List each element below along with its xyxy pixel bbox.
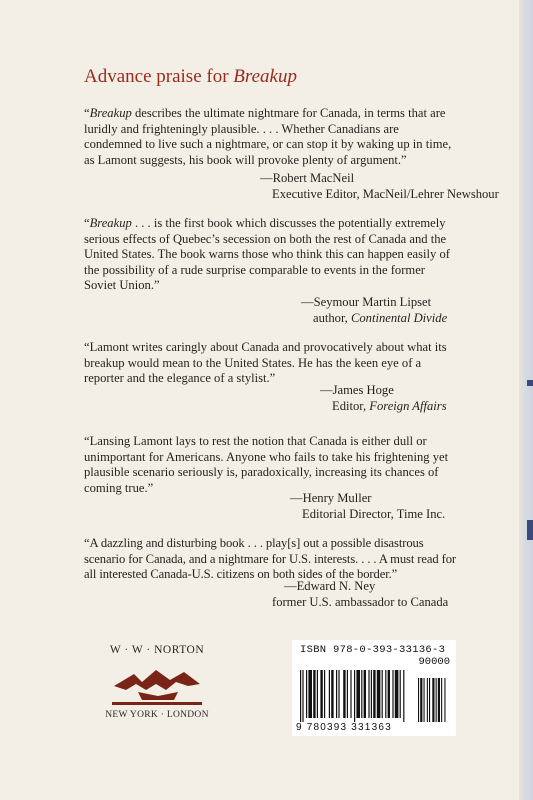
attribution-work: Foreign Affairs <box>369 399 447 413</box>
attribution-macneil <box>220 170 499 202</box>
publisher-block <box>100 640 214 720</box>
spine-mark <box>527 380 533 386</box>
open-quote-mark: “ <box>84 216 90 230</box>
attribution-hoge <box>320 382 447 414</box>
praise-heading-prefix: Advance praise for <box>84 66 234 87</box>
quote-ney <box>84 536 456 583</box>
quote-hoge <box>84 340 456 387</box>
attribution-role: Editor, <box>332 399 370 413</box>
publisher-name: W · W · NORTON <box>109 644 205 656</box>
quote-macneil <box>84 106 456 168</box>
attribution-name: —Henry Muller <box>290 491 372 505</box>
publisher-cities: NEW YORK · LONDON <box>105 710 209 720</box>
isbn-barcode <box>292 640 456 736</box>
praise-heading-book-title: Breakup <box>233 66 297 87</box>
barcode-bars-icon <box>298 670 450 722</box>
attribution-role: Executive Editor, MacNeil/Lehrer Newshour <box>272 187 499 201</box>
seagull-logo-icon <box>108 662 206 706</box>
isbn-number: ISBN 978-0-393-33136-3 <box>300 644 446 656</box>
barcode-digits: 9 780393 331363 <box>296 722 392 733</box>
attribution-name: —Seymour Martin Lipset <box>301 295 432 309</box>
attribution-name: —James Hoge <box>320 383 394 397</box>
spine-edge <box>519 0 533 800</box>
spine-mark <box>527 520 533 540</box>
attribution-ney <box>272 578 448 610</box>
attribution-name: —Edward N. Ney <box>284 579 376 593</box>
attribution-work: Continental Divide <box>350 311 448 325</box>
quote-body: “Lansing Lamont lays to rest the notion that Canada is either dull or unimportant for Americans. Anyone who fails to take his frightening yet plausible scenario seriously is, paradoxically, increasing its chances of coming true.” <box>84 434 449 495</box>
attribution-name: —Robert MacNeil <box>260 171 355 185</box>
quote-body: “Lamont writes caringly about Canada and provocatively about what its breakup would mean to the United States. He has the keen eye of a reporter and the elegance of a stylist.” <box>84 340 447 386</box>
quote-book-title: Breakup <box>89 216 132 230</box>
praise-heading <box>84 66 297 88</box>
quote-body: “A dazzling and disturbing book . . . play[s] out a possible disastrous scenario for Canada, and a nightmare for U.S. interests. . . . A must read for all interested Canada-U.S. citizens on both sides of the border.” <box>84 536 457 582</box>
attribution-role: former U.S. ambassador to Canada <box>272 595 449 609</box>
attribution-lipset <box>301 294 447 326</box>
quote-book-title: Breakup <box>89 106 132 120</box>
attribution-muller <box>290 490 445 522</box>
quote-muller <box>84 434 456 496</box>
quote-lipset <box>84 216 456 294</box>
quote-body: describes the ultimate nightmare for Canada, in terms that are luridly and frighteningly plausible. . . . Whether Canadians are condemned to live such a nightmare, or can stop it by waking up in time, as Lamont suggests, his book will provoke plenty of argument.” <box>84 106 452 167</box>
price-code: 90000 <box>418 656 450 668</box>
quote-body: . . . is the first book which discusses the potentially extremely serious effects of Quebec’s secession on both the rest of Canada and the United States. The book warns those who think this can happen easily of the possibility of a rude surprise comparable to events in the former Soviet Union.” <box>84 216 450 293</box>
attribution-role: author, <box>313 311 351 325</box>
attribution-role: Editorial Director, Time Inc. <box>302 507 446 521</box>
open-quote-mark: “ <box>84 106 90 120</box>
